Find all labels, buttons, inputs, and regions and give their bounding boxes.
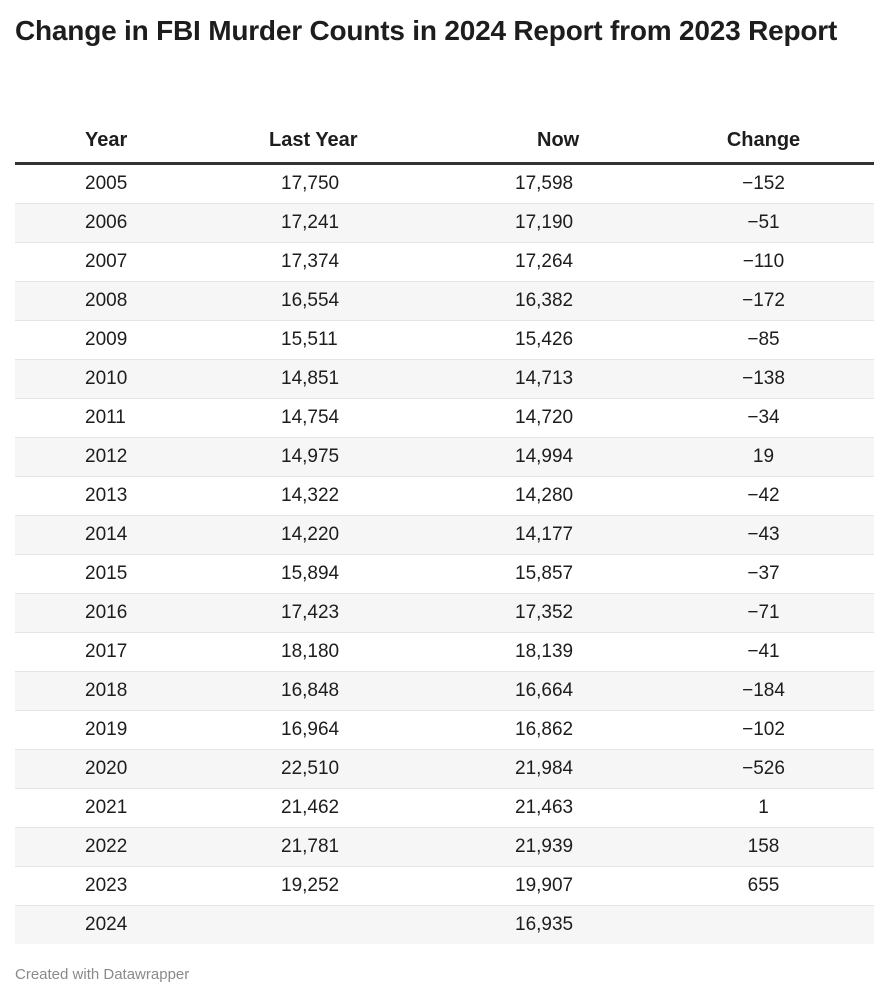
- table-row: [15, 204, 874, 243]
- cell-now: 14,994: [437, 438, 653, 477]
- cell-change: 158: [653, 828, 874, 867]
- column-header-last-year[interactable]: Last Year: [221, 118, 437, 164]
- cell-last-year: 16,848: [221, 672, 437, 711]
- cell-year: 2009: [15, 321, 221, 360]
- cell-now: 17,352: [437, 594, 653, 633]
- cell-now: 16,382: [437, 282, 653, 321]
- cell-change: −85: [653, 321, 874, 360]
- cell-change: −42: [653, 477, 874, 516]
- table-row: [15, 321, 874, 360]
- cell-change: −172: [653, 282, 874, 321]
- cell-now: 21,463: [437, 789, 653, 828]
- cell-now: 14,177: [437, 516, 653, 555]
- cell-now: 16,862: [437, 711, 653, 750]
- table-row: [15, 789, 874, 828]
- cell-last-year: 16,554: [221, 282, 437, 321]
- cell-last-year: 14,322: [221, 477, 437, 516]
- cell-year: 2024: [15, 906, 221, 945]
- cell-now: 17,190: [437, 204, 653, 243]
- cell-now: 17,598: [437, 164, 653, 204]
- cell-year: 2010: [15, 360, 221, 399]
- cell-year: 2006: [15, 204, 221, 243]
- cell-change: 19: [653, 438, 874, 477]
- cell-last-year: 16,964: [221, 711, 437, 750]
- cell-change: −138: [653, 360, 874, 399]
- table-body: [15, 164, 874, 945]
- cell-last-year: 14,754: [221, 399, 437, 438]
- cell-year: 2005: [15, 164, 221, 204]
- datawrapper-credit: Created with Datawrapper: [15, 966, 190, 983]
- cell-change: 655: [653, 867, 874, 906]
- cell-year: 2021: [15, 789, 221, 828]
- cell-year: 2008: [15, 282, 221, 321]
- cell-now: 14,720: [437, 399, 653, 438]
- cell-year: 2014: [15, 516, 221, 555]
- table-row: [15, 282, 874, 321]
- cell-change: −71: [653, 594, 874, 633]
- cell-year: 2016: [15, 594, 221, 633]
- cell-year: 2007: [15, 243, 221, 282]
- cell-now: 18,139: [437, 633, 653, 672]
- cell-last-year: 21,462: [221, 789, 437, 828]
- cell-now: 21,984: [437, 750, 653, 789]
- cell-last-year: 17,374: [221, 243, 437, 282]
- cell-year: 2023: [15, 867, 221, 906]
- chart-title: Change in FBI Murder Counts in 2024 Report from 2023 Report: [15, 15, 838, 46]
- table-row: [15, 243, 874, 282]
- cell-now: 15,426: [437, 321, 653, 360]
- cell-year: 2013: [15, 477, 221, 516]
- cell-last-year: 21,781: [221, 828, 437, 867]
- table-row: [15, 711, 874, 750]
- cell-last-year: 15,894: [221, 555, 437, 594]
- table-row: [15, 477, 874, 516]
- cell-change: −184: [653, 672, 874, 711]
- cell-last-year: 17,423: [221, 594, 437, 633]
- cell-year: 2011: [15, 399, 221, 438]
- table-row: [15, 828, 874, 867]
- cell-change: −102: [653, 711, 874, 750]
- cell-now: 16,664: [437, 672, 653, 711]
- cell-change: −51: [653, 204, 874, 243]
- cell-now: 21,939: [437, 828, 653, 867]
- cell-last-year: 14,975: [221, 438, 437, 477]
- cell-change: −152: [653, 164, 874, 204]
- table-row: [15, 750, 874, 789]
- cell-last-year: 17,241: [221, 204, 437, 243]
- cell-last-year: 17,750: [221, 164, 437, 204]
- cell-last-year: 14,851: [221, 360, 437, 399]
- table-row: [15, 594, 874, 633]
- cell-last-year: 22,510: [221, 750, 437, 789]
- cell-year: 2022: [15, 828, 221, 867]
- data-table-container: [15, 118, 874, 944]
- cell-now: 14,713: [437, 360, 653, 399]
- table-row: [15, 438, 874, 477]
- cell-change: 1: [653, 789, 874, 828]
- table-row: [15, 672, 874, 711]
- column-header-change[interactable]: Change: [653, 118, 874, 164]
- table-row: [15, 399, 874, 438]
- cell-now: 17,264: [437, 243, 653, 282]
- table-row: [15, 164, 874, 204]
- cell-year: 2015: [15, 555, 221, 594]
- table-row: [15, 906, 874, 945]
- data-table: [15, 118, 874, 944]
- table-row: [15, 633, 874, 672]
- cell-now: 15,857: [437, 555, 653, 594]
- cell-now: 16,935: [437, 906, 653, 945]
- cell-change: −43: [653, 516, 874, 555]
- cell-last-year: 14,220: [221, 516, 437, 555]
- table-row: [15, 516, 874, 555]
- table-row: [15, 360, 874, 399]
- cell-last-year: 15,511: [221, 321, 437, 360]
- table-header-row: [15, 118, 874, 164]
- cell-change: −41: [653, 633, 874, 672]
- cell-now: 14,280: [437, 477, 653, 516]
- cell-year: 2019: [15, 711, 221, 750]
- table-row: [15, 867, 874, 906]
- cell-year: 2012: [15, 438, 221, 477]
- cell-change: −34: [653, 399, 874, 438]
- cell-change: −526: [653, 750, 874, 789]
- cell-year: 2017: [15, 633, 221, 672]
- column-header-now[interactable]: Now: [437, 118, 653, 164]
- cell-year: 2020: [15, 750, 221, 789]
- cell-now: 19,907: [437, 867, 653, 906]
- cell-change: −37: [653, 555, 874, 594]
- column-header-year[interactable]: Year: [15, 118, 221, 164]
- cell-last-year: [221, 906, 437, 945]
- cell-change: [653, 906, 874, 945]
- cell-change: −110: [653, 243, 874, 282]
- cell-year: 2018: [15, 672, 221, 711]
- table-row: [15, 555, 874, 594]
- cell-last-year: 18,180: [221, 633, 437, 672]
- cell-last-year: 19,252: [221, 867, 437, 906]
